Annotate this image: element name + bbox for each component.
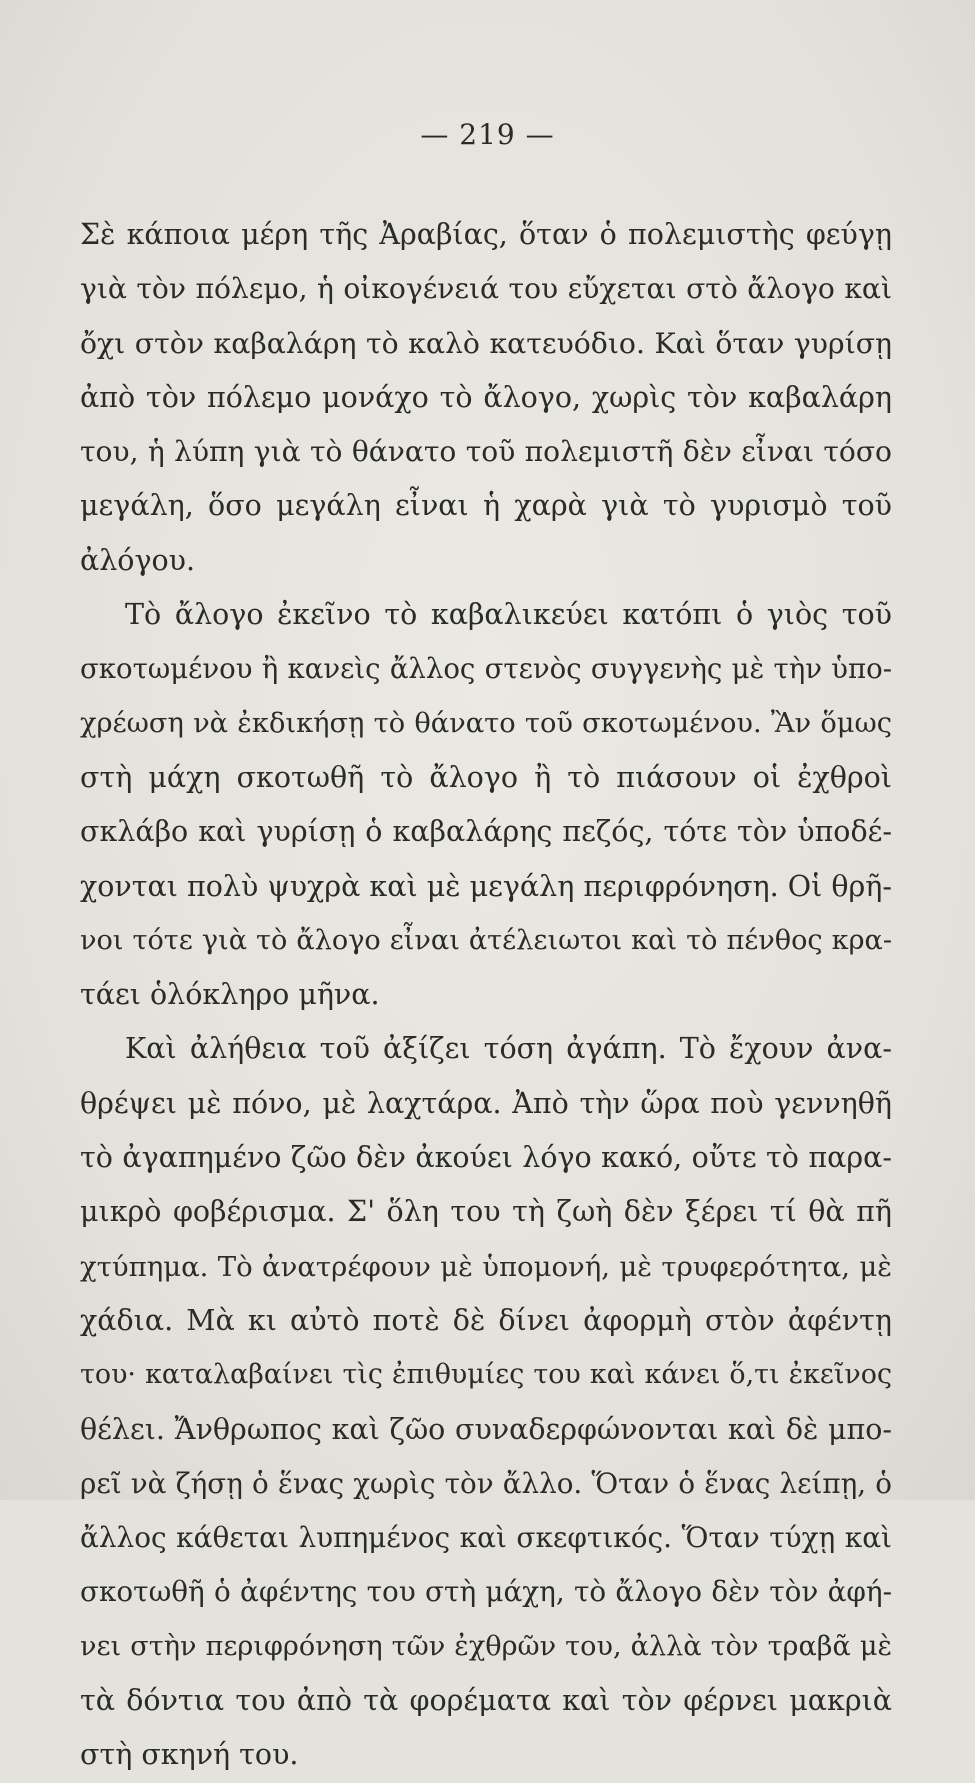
text-line: στὴ σκηνή του. [80,1738,299,1772]
text-line: χτύπημα. Τὸ ἀνατρέφουν μὲ ὑπομονή, μὲ τρυφερότητα, μὲ [80,1250,892,1283]
text-line: Σὲ κάποια μέρη τῆς Ἀραβίας, ὅταν ὁ πολεμιστὴς φεύγῃ [80,218,892,251]
text-line: τὸ ἀγαπημένο ζῶο δὲν ἀκούει λόγο κακό, οὔτε τὸ παρα- [80,1141,892,1175]
text-line: νοι τότε γιὰ τὸ ἄλογο εἶναι ἀτέλειωτοι καὶ τὸ πένθος κρα- [80,924,892,956]
text-line: ἀπὸ τὸν πόλεμο μονάχο τὸ ἄλογο, χωρὶς τὸν καβαλάρη [80,380,892,414]
text-line: ἀλόγου. [80,543,196,577]
page-number: — 219 — [420,118,555,151]
text-line: ἄλλος κάθεται λυπημένος καὶ σκεφτικός. Ὅταν τύχῃ καὶ [80,1521,892,1555]
body-text [80,208,892,1783]
text-line: χονται πολὺ ψυχρὰ καὶ μὲ μεγάλη περιφρόνηση. Οἱ θρῆ- [80,869,892,903]
text-line: ὄχι στὸν καβαλάρη τὸ καλὸ κατευόδιο. Καὶ ὅταν γυρίσῃ [80,326,892,360]
text-line: θρέψει μὲ πόνο, μὲ λαχτάρα. Ἀπὸ τὴν ὥρα ποὺ γεννηθῆ [80,1086,892,1120]
text-line: νει στὴν περιφρόνηση τῶν ἐχθρῶν του, ἀλλὰ τὸν τραβᾶ μὲ [80,1630,892,1662]
text-line: Τὸ ἄλογο ἐκεῖνο τὸ καβαλικεύει κατόπι ὁ γιὸς τοῦ [125,598,892,632]
text-line: χρέωση νὰ ἐκδικήσῃ τὸ θάνατο τοῦ σκοτωμένου. Ἂν ὅμως [80,707,892,739]
text-line: σκοτωθῆ ὁ ἀφέντης του στὴ μάχη, τὸ ἄλογο δὲν τὸν ἀφή- [80,1575,892,1609]
text-line: ρεῖ νὰ ζήσῃ ὁ ἕνας χωρὶς τὸν ἄλλο. Ὅταν ὁ ἕνας λείπῃ, ὁ [80,1466,892,1500]
text-line: τὰ δόντια του ἀπὸ τὰ φορέματα καὶ τὸν φέρνει μακριὰ [80,1684,892,1718]
text-line: του, ἡ λύπη γιὰ τὸ θάνατο τοῦ πολεμιστῆ δὲν εἶναι τόσο [80,435,892,469]
text-line: Καὶ ἀλήθεια τοῦ ἀξίζει τόση ἀγάπη. Τὸ ἔχουν ἀνα- [125,1032,892,1066]
text-line: σκοτωμένου ἢ κανεὶς ἄλλος στενὸς συγγενὴς μὲ τὴν ὑπο- [80,653,892,686]
text-line: στὴ μάχη σκοτωθῆ τὸ ἄλογο ἢ τὸ πιάσουν οἱ ἐχθροὶ [80,760,892,794]
text-line: μικρὸ φοβέρισμα. Σ' ὅλη του τὴ ζωὴ δὲν ξέρει τί θὰ πῆ [80,1195,892,1229]
text-line: σκλάβο καὶ γυρίσῃ ὁ καβαλάρης πεζός, τότε τὸν ὑποδέ- [80,815,892,849]
text-line: μεγάλη, ὅσο μεγάλη εἶναι ἡ χαρὰ γιὰ τὸ γυρισμὸ τοῦ [80,489,892,523]
text-line: του· καταλαβαίνει τὶς ἐπιθυμίες του καὶ κάνει ὅ,τι ἐκεῖνος [80,1359,892,1391]
text-line: γιὰ τὸν πόλεμο, ἡ οἰκογένειά του εὔχεται στὸ ἄλογο καὶ [80,272,892,306]
text-line: θέλει. Ἄνθρωπος καὶ ζῶο συναδερφώνονται καὶ δὲ μπο- [80,1412,892,1446]
text-line: χάδια. Μὰ κι αὐτὸ ποτὲ δὲ δίνει ἀφορμὴ στὸν ἀφέντῃ [80,1303,892,1337]
text-line: τάει ὁλόκληρο μῆνα. [80,978,380,1012]
